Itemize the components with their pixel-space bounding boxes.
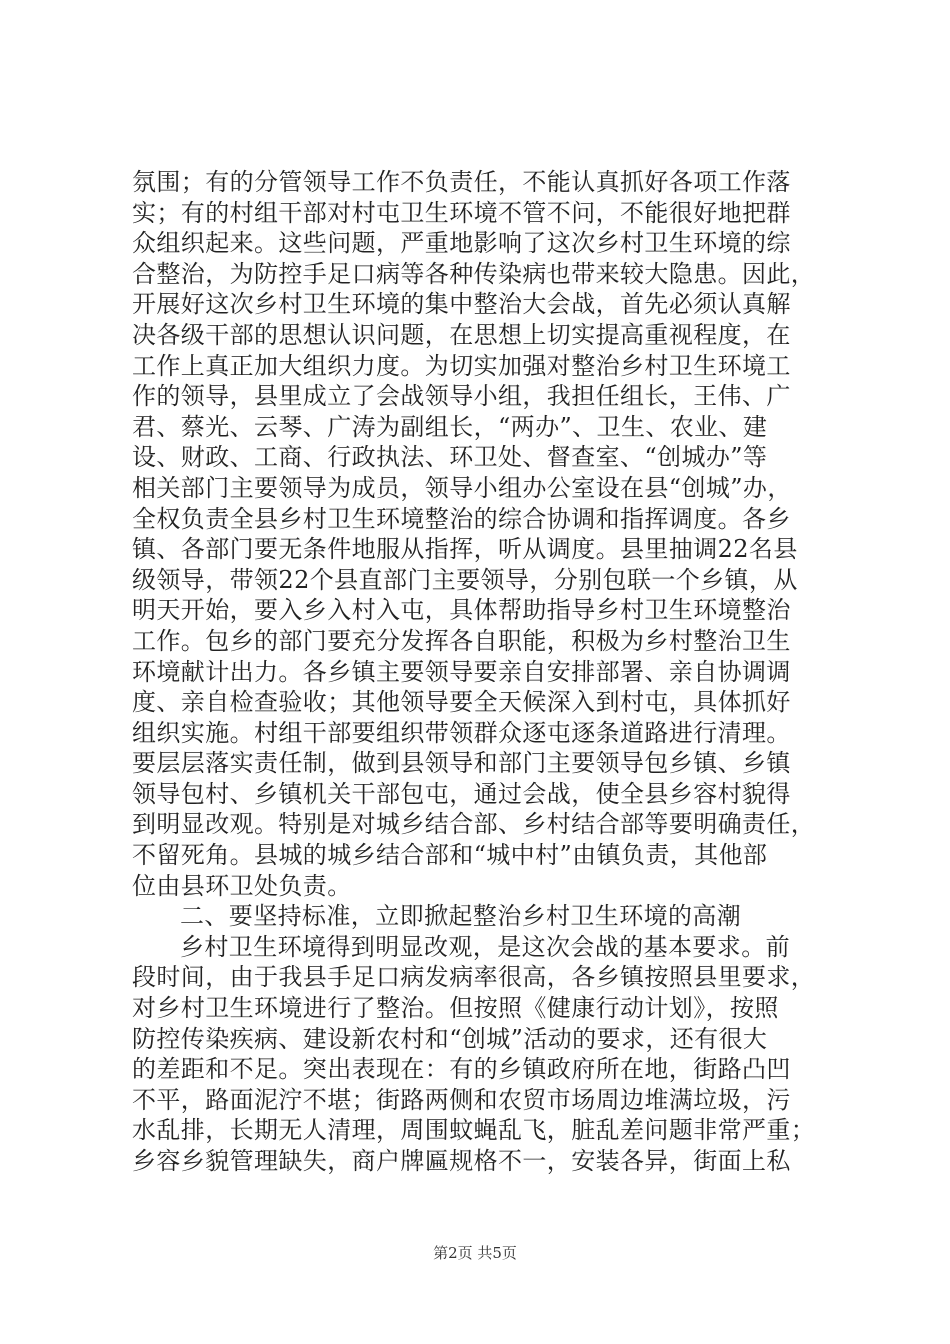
text-line: 环境献计出力。各乡镇主要领导要亲自安排部署、亲自协调调 [132,657,791,686]
text-line: 组织实施。村组干部要组织带领群众逐屯逐条道路进行清理。 [132,718,791,747]
text-line: 到明显改观。特别是对城乡结合部、乡村结合部等要明确责任， [132,810,816,839]
text-line: 段时间，由于我县手足口病发病率很高，各乡镇按照县里要求， [132,963,816,992]
text-line: 实；有的村组干部对村屯卫生环境不管不问，不能很好地把群 [132,198,791,227]
text-line: 度、亲自检查验收；其他领导要全天候深入到村屯，具体抓好 [132,688,791,717]
text-line: 相关部门主要领导为成员，领导小组办公室设在县“创城”办， [132,473,792,502]
text-line: 明天开始，要入乡入村入屯，具体帮助指导乡村卫生环境整治 [132,596,791,625]
text-line: 合整治，为防控手足口病等各种传染病也带来较大隐患。因此， [132,259,816,288]
text-line: 不留死角。县城的城乡结合部和“城中村”由镇负责，其他部 [132,841,768,870]
text-line: 不平，路面泥泞不堪；街路两侧和农贸市场周边堆满垃圾，污 [132,1085,791,1114]
text-line: 的差距和不足。突出表现在：有的乡镇政府所在地，街路凸凹 [132,1055,791,1084]
text-line: 作的领导，县里成立了会战领导小组，我担任组长，王伟、广 [132,382,791,411]
text-line: 氛围；有的分管领导工作不负责任，不能认真抓好各项工作落 [132,168,791,196]
text-line: 领导包村、乡镇机关干部包屯，通过会战，使全县乡容村貌得 [132,779,791,808]
text-line: 级领导，带领22个县直部门主要领导，分别包联一个乡镇，从 [132,565,798,594]
text-line: 水乱排，长期无人清理，周围蚊蝇乱飞，脏乱差问题非常严重； [132,1116,816,1145]
section-heading: 二、要坚持标准，立即掀起整治乡村卫生环境的高潮 [180,902,742,931]
text-line: 众组织起来。这些问题，严重地影响了这次乡村卫生环境的综 [132,229,791,258]
document-body [132,167,832,1177]
text-line: 工作。包乡的部门要充分发挥各自职能，积极为乡村整治卫生 [132,626,791,655]
text-line: 工作上真正加大组织力度。为切实加强对整治乡村卫生环境工 [132,351,791,380]
text-line: 位由县环卫处负责。 [132,871,352,900]
text-line: 君、蔡光、云琴、广涛为副组长，“两办”、卫生、农业、建 [132,412,768,441]
paragraph-start-line: 乡村卫生环境得到明显改观，是这次会战的基本要求。前 [180,932,790,961]
text-line: 对乡村卫生环境进行了整治。但按照《健康行动计划》，按照 [132,994,779,1023]
text-line: 要层层落实责任制，做到县领导和部门主要领导包乡镇、乡镇 [132,749,791,778]
text-line: 乡容乡貌管理缺失，商户牌匾规格不一，安装各异，街面上私 [132,1147,791,1175]
text-line: 镇、各部门要无条件地服从指挥，听从调度。县里抽调22名县 [132,535,798,564]
text-line: 防控传染疾病、建设新农村和“创城”活动的要求，还有很大 [132,1024,768,1053]
text-line: 设、财政、工商、行政执法、环卫处、督查室、“创城办”等 [132,443,768,472]
text-line: 全权负责全县乡村卫生环境整治的综合协调和指挥调度。各乡 [132,504,791,533]
page-footer: 第2页 共5页 [433,1244,517,1262]
text-line: 决各级干部的思想认识问题，在思想上切实提高重视程度，在 [132,320,791,349]
text-line: 开展好这次乡村卫生环境的集中整治大会战，首先必须认真解 [132,290,791,319]
